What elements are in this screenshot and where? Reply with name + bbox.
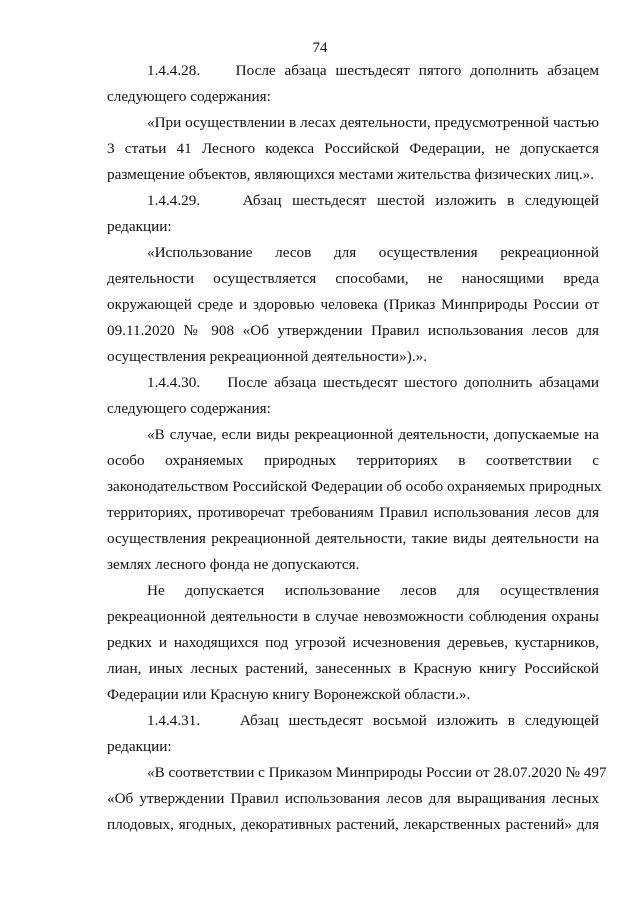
- paragraph-line: осуществления рекреационной деятельности, такие виды деятельности на: [107, 530, 599, 547]
- paragraph-line: «При осуществлении в лесах деятельности, предусмотренной частью: [147, 114, 599, 131]
- paragraph-line: 3 статьи 41 Лесного кодекса Российской Федерации, не допускается: [107, 140, 599, 157]
- paragraph-line: землях лесного фонда не допускаются.: [107, 556, 360, 573]
- item-1-4-4-31-heading: 1.4.4.31. Абзац шестьдесят восьмой изложить в следующей: [147, 712, 599, 729]
- paragraph-line: плодовых, ягодных, декоративных растений, лекарственных растений» для: [107, 816, 599, 833]
- paragraph-line: территориях, противоречат требованиям Правил использования лесов для: [107, 504, 599, 521]
- paragraph-line: рекреационной деятельности в случае невозможности соблюдения охраны: [107, 608, 599, 625]
- item-1-4-4-30-heading: 1.4.4.30. После абзаца шестьдесят шестого дополнить абзацами: [147, 374, 599, 391]
- paragraph-line: Федерации или Красную книгу Воронежской области.».: [107, 686, 471, 703]
- page-number: 74: [312, 40, 328, 56]
- paragraph-line: окружающей среде и здоровью человека (Приказ Минприроды России от: [107, 296, 599, 313]
- paragraph-line: лиан, иных лесных растений, занесенных в Красную книгу Российской: [107, 660, 599, 677]
- paragraph-line: «Использование лесов для осуществления рекреационной: [147, 244, 599, 261]
- paragraph-line: Не допускается использование лесов для осуществления: [147, 582, 599, 599]
- paragraph-line: редакции:: [107, 738, 172, 755]
- paragraph-line: «Об утверждении Правил использования лесов для выращивания лесных: [107, 790, 599, 807]
- item-1-4-4-28-heading: 1.4.4.28. После абзаца шестьдесят пятого дополнить абзацем: [147, 62, 599, 79]
- item-1-4-4-29-heading: 1.4.4.29. Абзац шестьдесят шестой изложить в следующей: [147, 192, 599, 209]
- paragraph-line: деятельности осуществляется способами, не наносящими вреда: [107, 270, 599, 287]
- paragraph-line: редких и находящихся под угрозой исчезновения деревьев, кустарников,: [107, 634, 599, 651]
- paragraph-line: особо охраняемых природных территориях в соответствии с: [107, 452, 599, 469]
- paragraph-line: следующего содержания:: [107, 400, 271, 417]
- paragraph-line: следующего содержания:: [107, 88, 271, 105]
- paragraph-line: размещение объектов, являющихся местами жительства физических лиц.».: [107, 166, 595, 183]
- paragraph-line: 09.11.2020 № 908 «Об утверждении Правил использования лесов для: [107, 322, 599, 339]
- paragraph-line: редакции:: [107, 218, 172, 235]
- paragraph-line: «В случае, если виды рекреационной деятельности, допускаемые на: [147, 426, 599, 443]
- paragraph-line: законодательством Российской Федерации об особо охраняемых природных: [107, 478, 602, 495]
- paragraph-line: «В соответствии с Приказом Минприроды России от 28.07.2020 № 497: [147, 764, 607, 781]
- paragraph-line: осуществления рекреационной деятельности»).».: [107, 348, 428, 365]
